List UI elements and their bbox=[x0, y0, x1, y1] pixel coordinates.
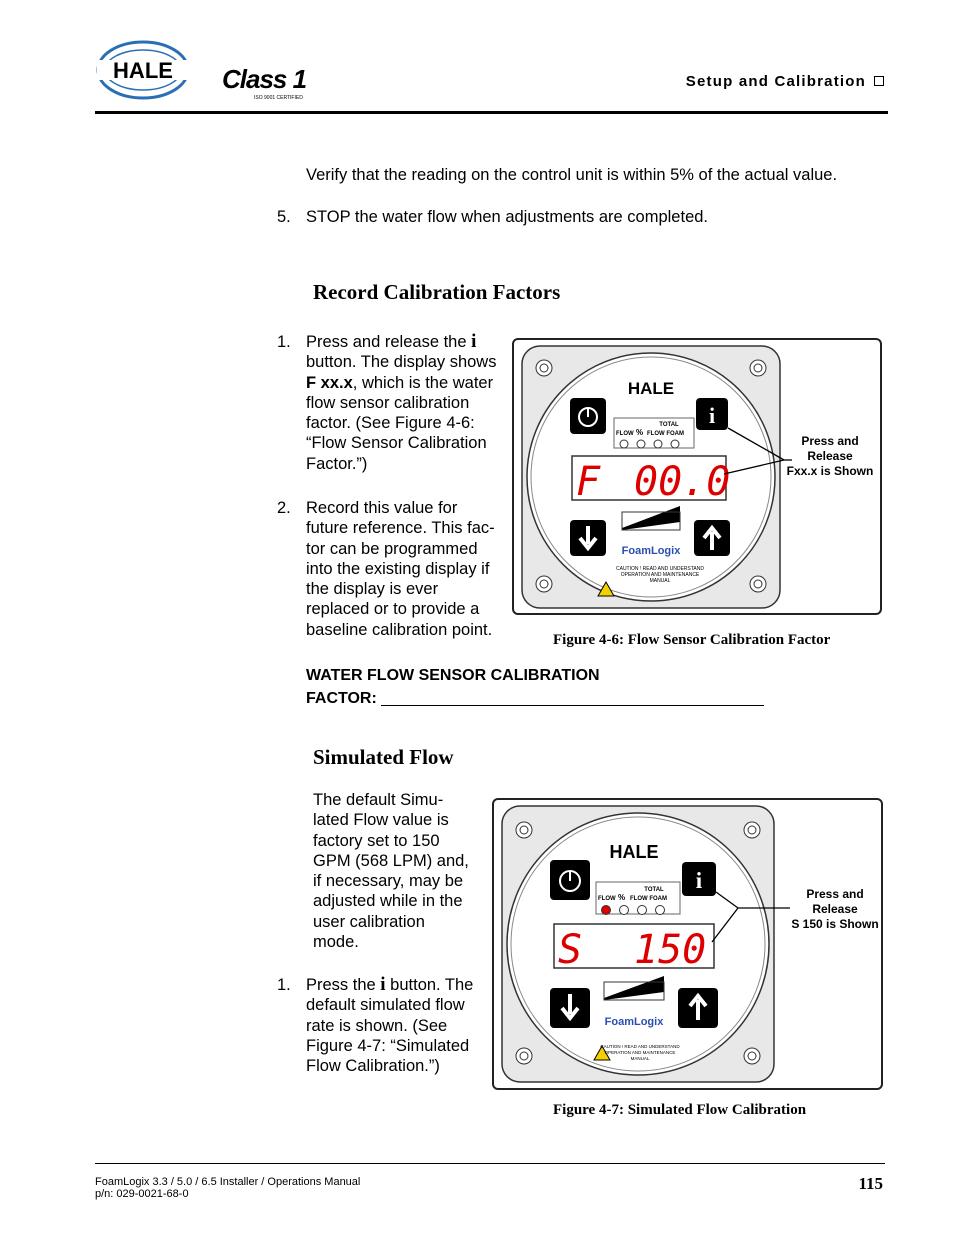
header-rule bbox=[95, 111, 888, 114]
record-step-1: Press and release the i button. The display shows F xx.x, which is the water flow sensor calibration factor. (See Figure 4-6: “Flow Sensor Calibration Factor.”) bbox=[306, 332, 506, 474]
svg-text:%: % bbox=[636, 428, 644, 437]
checkbox-bullet-icon bbox=[874, 76, 884, 86]
step-number: 2. bbox=[277, 499, 291, 517]
svg-text:OPERATION AND MAINTENANCE: OPERATION AND MAINTENANCE bbox=[620, 572, 700, 578]
step-number: 1. bbox=[277, 976, 291, 994]
svg-text:HALE: HALE bbox=[627, 379, 675, 398]
figure-caption: Figure 4-6: Flow Sensor Calibration Factor bbox=[553, 632, 831, 648]
svg-text:FLOW FOAM: FLOW FOAM bbox=[647, 431, 684, 437]
svg-text:00.0: 00.0 bbox=[634, 459, 731, 505]
step-text: STOP the water flow when adjustments are completed. bbox=[306, 208, 709, 226]
section-heading: Simulated Flow bbox=[313, 745, 454, 769]
step-number: 5. bbox=[277, 208, 291, 226]
record-step-2: Record this value for future reference. This fac- tor can be programmed into the existing display if the display is ever replaced or to provide a baseline calibration point. bbox=[306, 499, 495, 639]
svg-text:FoamLogix: FoamLogix bbox=[604, 1016, 664, 1028]
section-heading: Record Calibration Factors bbox=[313, 280, 561, 304]
svg-text:i: i bbox=[695, 868, 703, 893]
svg-text:HALE: HALE bbox=[113, 58, 173, 83]
footer-manual-title: FoamLogix 3.3 / 5.0 / 6.5 Installer / Operations Manual p/n: 029-0021-68-0 bbox=[95, 1176, 361, 1200]
info-glyph: i bbox=[471, 331, 477, 352]
simulated-step-1: Press the i button. The default simulated flow rate is shown. (See Figure 4-7: “Simulated Flow Calibration.”) bbox=[306, 974, 474, 1076]
svg-text:F: F bbox=[576, 459, 601, 505]
svg-text:TOTAL: TOTAL bbox=[659, 422, 679, 428]
figure2-annotation: Press and Release S 150 is Shown bbox=[791, 887, 879, 931]
calibration-field-label: WATER FLOW SENSOR CALIBRATION FACTOR: ___________________________________________ bbox=[306, 667, 764, 707]
svg-text:TOTAL: TOTAL bbox=[644, 887, 664, 893]
svg-text:FLOW FOAM: FLOW FOAM bbox=[630, 896, 667, 902]
svg-text:FoamLogix: FoamLogix bbox=[621, 545, 681, 557]
svg-text:CAUTION ! READ AND UNDERSTAND: CAUTION ! READ AND UNDERSTAND bbox=[600, 1044, 680, 1049]
hale-logo bbox=[95, 38, 195, 104]
header-section-title: Setup and Calibration bbox=[686, 73, 884, 90]
figure1-annotation: Press and Release Fxx.x is Shown bbox=[786, 434, 874, 478]
svg-text:MANUAL: MANUAL bbox=[630, 1056, 650, 1061]
svg-text:CAUTION ! READ AND UNDERSTAND: CAUTION ! READ AND UNDERSTAND bbox=[616, 566, 704, 572]
verify-paragraph: Verify that the reading on the control unit is within 5% of the actual value. bbox=[306, 166, 838, 184]
figure-caption: Figure 4-7: Simulated Flow Calibration bbox=[553, 1102, 807, 1118]
svg-text:FLOW: FLOW bbox=[598, 896, 616, 902]
info-glyph: i bbox=[380, 974, 386, 995]
fxx-line: F xx.x, which is the water bbox=[306, 373, 494, 392]
svg-text:MANUAL: MANUAL bbox=[649, 578, 671, 584]
svg-text:S: S bbox=[558, 927, 583, 973]
svg-text:OPERATION AND MAINTENANCE: OPERATION AND MAINTENANCE bbox=[604, 1050, 676, 1055]
footer-rule bbox=[95, 1163, 885, 1164]
page-number: 115 bbox=[858, 1174, 883, 1193]
simulated-paragraph: The default Simu- lated Flow value is factory set to 150 GPM (568 LPM) and, if necessary, may be adjusted while in the user calibration mode. bbox=[313, 791, 469, 952]
step-number: 1. bbox=[277, 333, 291, 351]
svg-text:i: i bbox=[708, 403, 716, 428]
svg-text:FLOW: FLOW bbox=[616, 431, 634, 437]
svg-text:150: 150 bbox=[634, 927, 707, 973]
class1-logo: Class 1 ISO 9001 CERTIFIED bbox=[222, 64, 307, 101]
svg-text:%: % bbox=[618, 893, 626, 902]
svg-text:HALE: HALE bbox=[609, 842, 659, 862]
control-panel-illustration bbox=[494, 800, 881, 1088]
calibration-factor-blank: ___________________________________________ bbox=[381, 690, 764, 707]
